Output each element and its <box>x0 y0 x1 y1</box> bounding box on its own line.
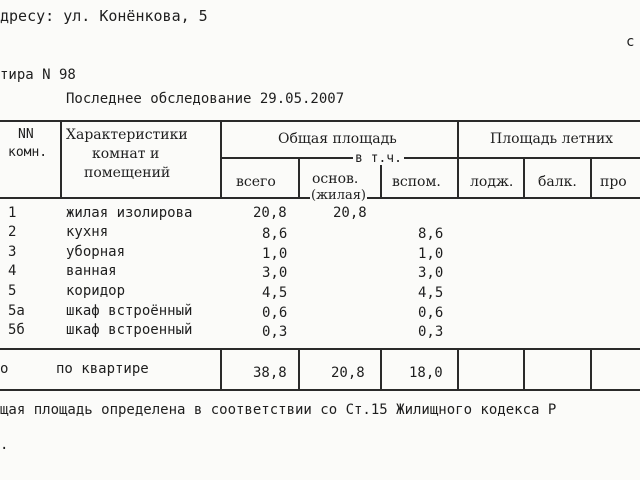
header-characteristics-2: комнат и <box>92 146 160 162</box>
total-row-total: 38,8 <box>253 365 287 381</box>
header-including: в т.ч. <box>355 151 402 166</box>
apartment-number: тира N 98 <box>0 67 76 83</box>
row-aux: 3,0 <box>418 265 444 281</box>
row-total: 0,6 <box>262 305 288 321</box>
row-name: шкаф встроенный <box>66 322 193 338</box>
col-divider-total-b <box>298 348 300 389</box>
row-nn: 4 <box>8 263 17 279</box>
row-total: 20,8 <box>253 205 287 221</box>
row-nn: 3 <box>8 244 17 260</box>
area-subheader-line <box>220 157 640 159</box>
header-col-balcony: балк. <box>538 174 577 190</box>
total-row-main: 20,8 <box>331 365 365 381</box>
row-total: 0,3 <box>262 324 288 340</box>
footer-dot: . <box>0 437 9 453</box>
col-divider-lodg <box>523 157 525 197</box>
total-row-label: по квартире <box>56 361 149 377</box>
col-divider-lodg-b <box>523 348 525 389</box>
row-aux: 8,6 <box>418 226 444 242</box>
table-top-border <box>0 120 640 122</box>
row-total: 1,0 <box>262 246 288 262</box>
header-summer-area: Площадь летних <box>490 131 614 147</box>
corner-mark: с <box>626 34 635 50</box>
last-survey-date: Последнее обследование 29.05.2007 <box>66 91 345 107</box>
header-col-loggia: лодж. <box>470 174 514 190</box>
row-total: 8,6 <box>262 226 288 242</box>
row-name: коридор <box>66 283 126 299</box>
header-characteristics-1: Характеристики <box>66 127 188 143</box>
header-nn: NN <box>18 127 34 142</box>
col-divider-nn <box>60 120 62 197</box>
row-aux: 1,0 <box>418 246 444 262</box>
row-nn: 5а <box>8 303 25 319</box>
row-name: уборная <box>66 244 126 260</box>
total-row-top-border <box>0 348 640 350</box>
row-nn: 5б <box>8 322 25 338</box>
row-aux: 0,3 <box>418 324 444 340</box>
col-divider-main-b <box>380 348 382 389</box>
row-nn: 1 <box>8 205 17 221</box>
header-col-aux: вспом. <box>392 174 441 190</box>
col-divider-balc <box>590 157 592 197</box>
header-total-area: Общая площадь <box>278 131 397 147</box>
col-divider-aux <box>457 120 459 197</box>
row-name: ванная <box>66 263 117 279</box>
footer-note: щая площадь определена в соответствии со Ст.15 Жилищного кодекса Р <box>0 402 557 418</box>
total-row-bottom-border <box>0 389 640 391</box>
row-aux: 0,6 <box>418 305 444 321</box>
col-divider-char-total <box>220 348 222 389</box>
row-name: шкаф встроённый <box>66 303 193 319</box>
col-divider-char <box>220 120 222 197</box>
header-col-main: основ. <box>312 171 359 187</box>
total-row-prefix: о <box>0 361 9 377</box>
header-komn: комн. <box>8 145 48 160</box>
row-total: 3,0 <box>262 265 288 281</box>
address-line: дресу: ул. Конёнкова, 5 <box>0 7 208 25</box>
total-row-aux: 18,0 <box>409 365 443 381</box>
row-aux: 4,5 <box>418 285 444 301</box>
header-characteristics-3: помещений <box>84 165 171 181</box>
row-name: жилая изолирова <box>66 205 193 221</box>
row-nn: 5 <box>8 283 17 299</box>
header-col-living: (жилая) <box>311 188 366 203</box>
row-name: кухня <box>66 224 109 240</box>
row-total: 4,5 <box>262 285 288 301</box>
row-main: 20,8 <box>333 205 367 221</box>
row-nn: 2 <box>8 224 17 240</box>
header-col-other: про <box>600 174 627 190</box>
col-divider-total <box>298 157 300 197</box>
col-divider-balc-b <box>590 348 592 389</box>
col-divider-aux-b <box>457 348 459 389</box>
header-col-total: всего <box>236 174 276 190</box>
